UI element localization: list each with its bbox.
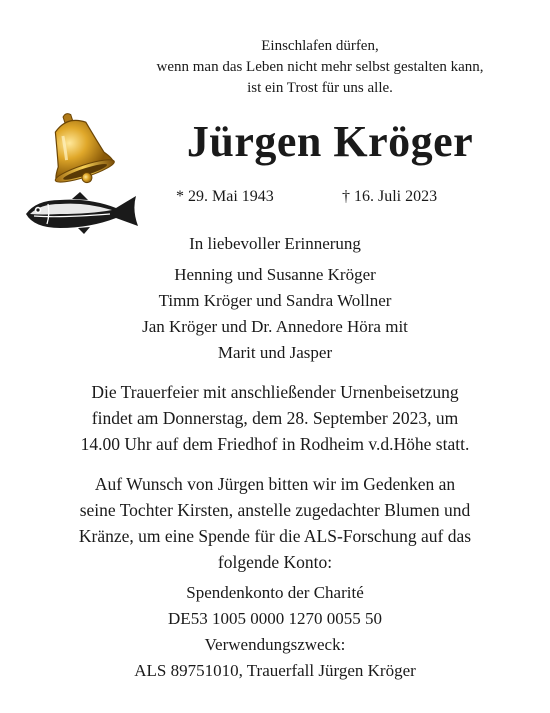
donation-line: seine Tochter Kirsten, anstelle zugedachter Blumen und [79, 500, 471, 520]
mourners-list [20, 262, 530, 366]
ceremony-text [20, 379, 530, 457]
account-purpose-label: Verwendungszweck: [204, 635, 346, 654]
bell-icon [38, 110, 118, 188]
donation-line: folgende Konto: [217, 552, 333, 572]
donation-account [20, 580, 530, 684]
death-date: † 16. Juli 2023 [342, 188, 438, 205]
donation-line: Auf Wunsch von Jürgen bitten wir im Gedenken an [94, 474, 456, 494]
motto-line: Einschlafen dürfen, [261, 38, 379, 54]
motto-line: wenn man das Leben nicht mehr selbst gestalten kann, [156, 59, 484, 75]
motto-verse [100, 36, 540, 99]
fish-icon [20, 188, 144, 236]
donation-line: Kränze, um eine Spende für die ALS-Forschung auf das [78, 526, 472, 546]
donation-request [20, 471, 530, 575]
account-holder: Spendenkonto der Charité [186, 583, 364, 602]
deceased-name: Jürgen Kröger [186, 117, 474, 166]
mourner-line: Henning und Susanne Kröger [174, 265, 376, 284]
memory-line: In liebevoller Erinnerung [189, 234, 361, 253]
account-iban: DE53 1005 0000 1270 0055 50 [168, 609, 382, 628]
ceremony-line: Die Trauerfeier mit anschließender Urnenbeisetzung [91, 382, 459, 402]
mourner-line: Timm Kröger und Sandra Wollner [158, 291, 392, 310]
ceremony-line: findet am Donnerstag, dem 28. September 2023, um [91, 408, 459, 428]
mourner-line: Jan Kröger und Dr. Annedore Höra mit [142, 317, 408, 336]
account-purpose: ALS 89751010, Trauerfall Jürgen Kröger [134, 661, 416, 680]
birth-date: * 29. Mai 1943 [176, 188, 274, 205]
motto-line: ist ein Trost für uns alle. [247, 80, 393, 96]
mourner-line: Marit und Jasper [217, 343, 333, 362]
ceremony-line: 14.00 Uhr auf dem Friedhof in Rodheim v.d.Höhe statt. [80, 434, 470, 454]
